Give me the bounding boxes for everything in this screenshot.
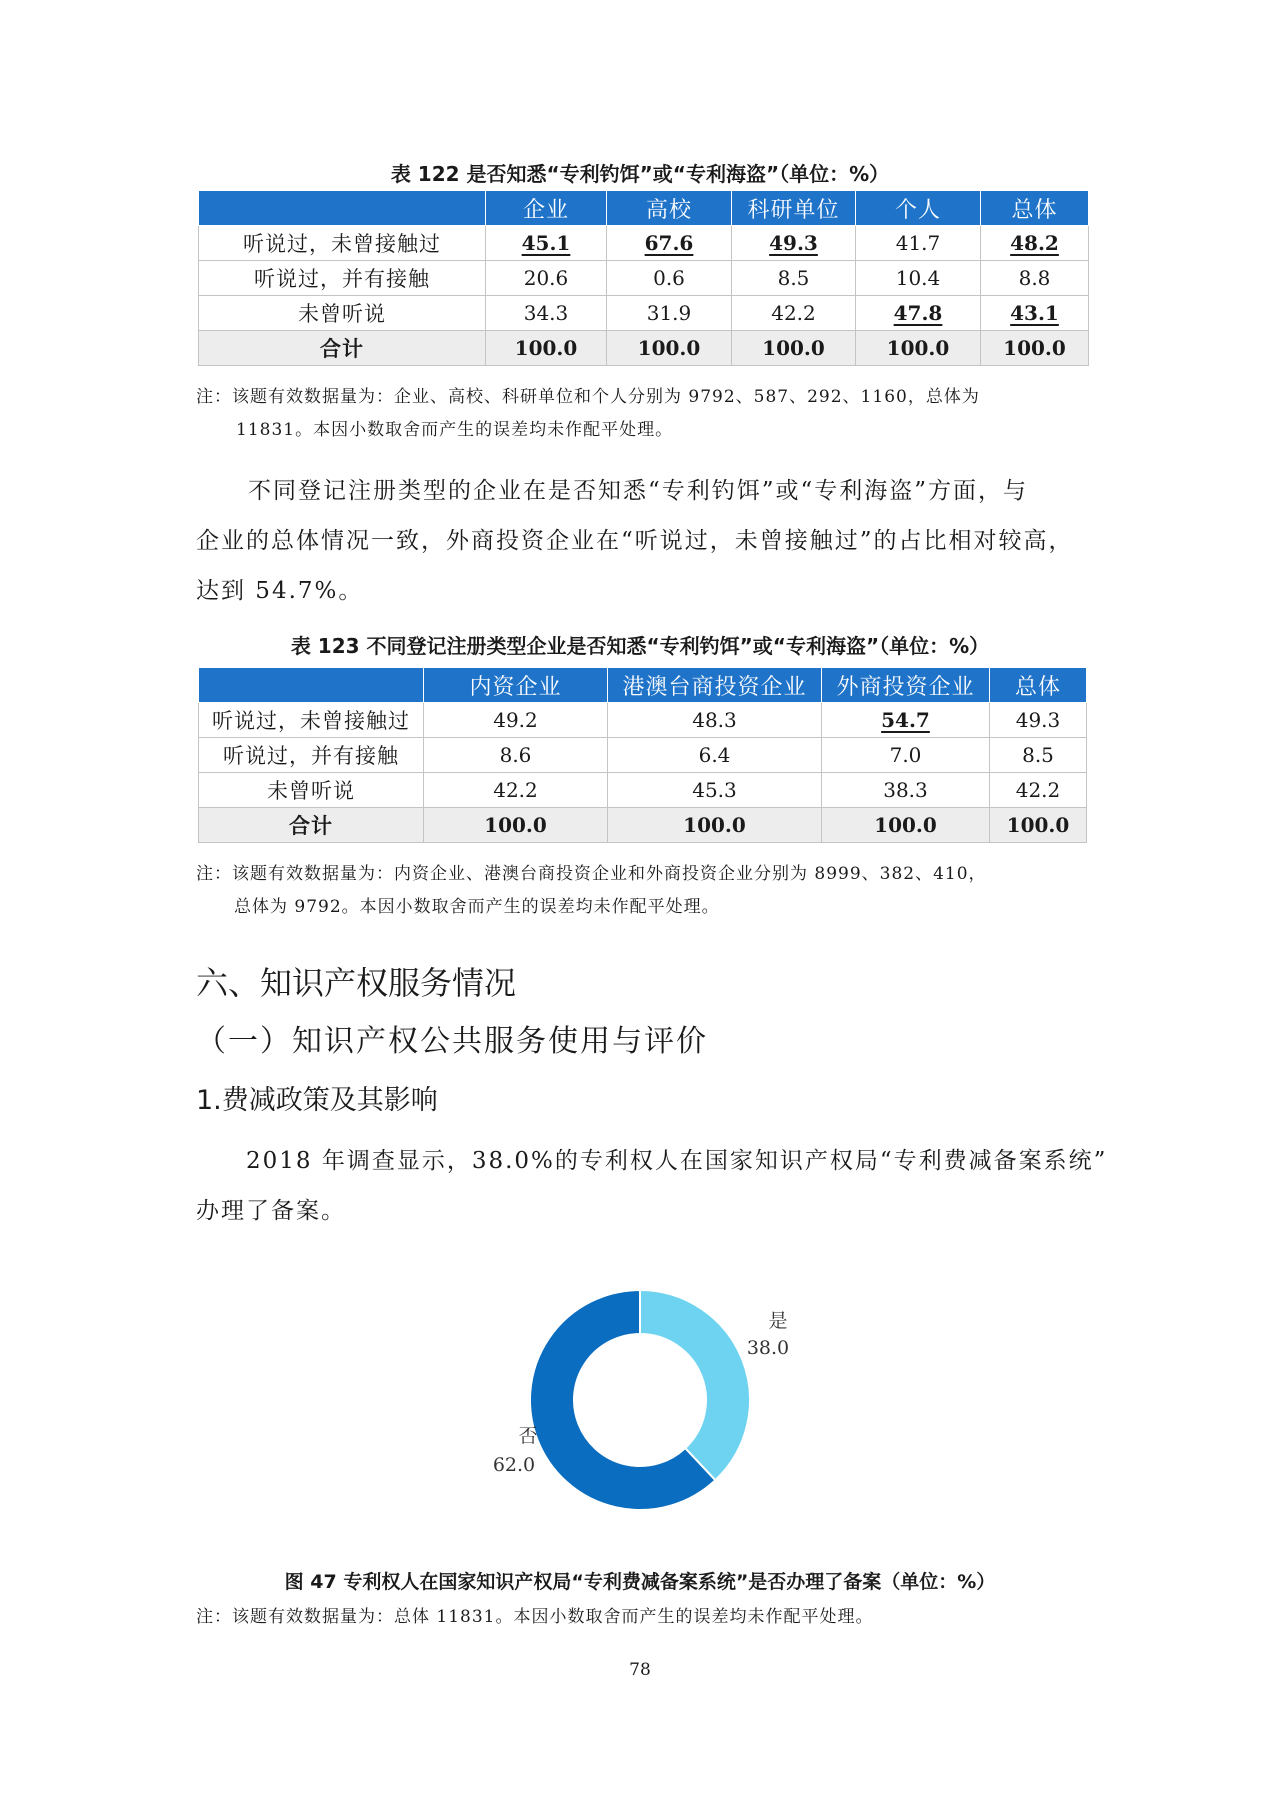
table-row: [199, 738, 1087, 773]
row-label: 未曾听说: [199, 773, 424, 808]
table-123: [198, 667, 1087, 843]
table-header: 个人: [856, 191, 981, 226]
table-cell: 8.8: [981, 261, 1089, 296]
table-cell: 43.1: [981, 296, 1089, 331]
table-cell: 8.6: [424, 738, 608, 773]
table-cell: 49.3: [732, 226, 856, 261]
table-cell: 10.4: [856, 261, 981, 296]
pie-label-yes-value: 38.0: [746, 1337, 790, 1359]
table-cell: 0.6: [607, 261, 732, 296]
table-header: 总体: [990, 668, 1087, 703]
table-cell: 67.6: [607, 226, 732, 261]
table-cell: 100.0: [990, 808, 1087, 843]
figure-47-note: 注：该题有效数据量为：总体 11831。本因小数取舍而产生的误差均未作配平处理。: [196, 1607, 874, 1627]
table-cell: 6.4: [608, 738, 822, 773]
table-header-row: [199, 668, 1087, 703]
table-122-note-line2: 11831。本因小数取舍而产生的误差均未作配平处理。: [236, 420, 674, 440]
table-row: [199, 296, 1089, 331]
row-label: 听说过，未曾接触过: [199, 226, 486, 261]
table-cell: 45.3: [608, 773, 822, 808]
table-cell: 42.2: [424, 773, 608, 808]
table-total-row: [199, 808, 1087, 843]
table-row: [199, 226, 1089, 261]
row-label: 听说过，并有接触: [199, 738, 424, 773]
page-number: 78: [629, 1660, 651, 1680]
table-cell: 48.3: [608, 703, 822, 738]
row-label: 合计: [199, 331, 486, 366]
subsection-heading: （一）知识产权公共服务使用与评价: [196, 1024, 708, 1059]
row-label: 听说过，未曾接触过: [199, 703, 424, 738]
table-cell: 100.0: [608, 808, 822, 843]
table-cell: 41.7: [856, 226, 981, 261]
table-123-note-line2: 总体为 9792。本因小数取舍而产生的误差均未作配平处理。: [234, 897, 720, 917]
donut-chart: [440, 1270, 860, 1540]
table-cell: 49.3: [990, 703, 1087, 738]
section-heading: 六、知识产权服务情况: [196, 964, 517, 1002]
table-header: 内资企业: [424, 668, 608, 703]
table-cell: 100.0: [732, 331, 856, 366]
pie-label-no-category: 否: [518, 1425, 538, 1447]
table-cell: 42.2: [732, 296, 856, 331]
paragraph-line: 不同登记注册类型的企业在是否知悉“专利钓饵”或“专利海盗”方面，与: [248, 478, 1029, 504]
table-122-caption: 表 122 是否知悉“专利钓饵”或“专利海盗”（单位：%）: [390, 162, 890, 186]
table-cell: 7.0: [822, 738, 990, 773]
table-row: [199, 773, 1087, 808]
table-cell: 100.0: [822, 808, 990, 843]
table-cell: 100.0: [486, 331, 607, 366]
table-cell: 48.2: [981, 226, 1089, 261]
row-label: 合计: [199, 808, 424, 843]
paragraph-line: 2018 年调查显示，38.0%的专利权人在国家知识产权局“专利费减备案系统”: [246, 1148, 1108, 1174]
table-header-blank: [199, 191, 486, 226]
paragraph-line: 办理了备案。: [196, 1198, 346, 1224]
table-cell: 38.3: [822, 773, 990, 808]
table-cell: 49.2: [424, 703, 608, 738]
pie-label-no-value: 62.0: [492, 1454, 536, 1476]
table-header: 总体: [981, 191, 1089, 226]
table-123-caption: 表 123 不同登记注册类型企业是否知悉“专利钓饵”或“专利海盗”（单位：%）: [290, 634, 990, 658]
table-cell: 54.7: [822, 703, 990, 738]
subsubsection-heading: 1.费减政策及其影响: [196, 1085, 438, 1116]
table-cell: 8.5: [990, 738, 1087, 773]
pie-slice-yes: [640, 1290, 750, 1480]
table-122: [198, 190, 1089, 366]
table-cell: 34.3: [486, 296, 607, 331]
paragraph-line: 达到 54.7%。: [196, 578, 364, 604]
row-label: 听说过，并有接触: [199, 261, 486, 296]
table-cell: 100.0: [607, 331, 732, 366]
table-cell: 31.9: [607, 296, 732, 331]
table-header: 企业: [486, 191, 607, 226]
table-cell: 42.2: [990, 773, 1087, 808]
table-cell: 45.1: [486, 226, 607, 261]
table-cell: 100.0: [424, 808, 608, 843]
row-label: 未曾听说: [199, 296, 486, 331]
table-row: [199, 261, 1089, 296]
table-cell: 8.5: [732, 261, 856, 296]
table-header: 科研单位: [732, 191, 856, 226]
table-cell: 100.0: [856, 331, 981, 366]
table-header: 外商投资企业: [822, 668, 990, 703]
table-123-note-line1: 注：该题有效数据量为：内资企业、港澳台商投资企业和外商投资企业分别为 8999、382、410，: [196, 864, 987, 884]
table-header-row: [199, 191, 1089, 226]
table-header: 高校: [607, 191, 732, 226]
table-cell: 100.0: [981, 331, 1089, 366]
table-header: 港澳台商投资企业: [608, 668, 822, 703]
table-row: [199, 703, 1087, 738]
paragraph-line: 企业的总体情况一致，外商投资企业在“听说过，未曾接触过”的占比相对较高，: [196, 528, 1074, 554]
table-header-blank: [199, 668, 424, 703]
table-total-row: [199, 331, 1089, 366]
table-cell: 47.8: [856, 296, 981, 331]
table-122-note-line1: 注：该题有效数据量为：企业、高校、科研单位和个人分别为 9792、587、292、1160，总体为: [196, 387, 980, 407]
table-cell: 20.6: [486, 261, 607, 296]
figure-47-caption: 图 47 专利权人在国家知识产权局“专利费减备案系统”是否办理了备案（单位：%）: [284, 1571, 996, 1593]
pie-label-yes-category: 是: [768, 1310, 788, 1332]
